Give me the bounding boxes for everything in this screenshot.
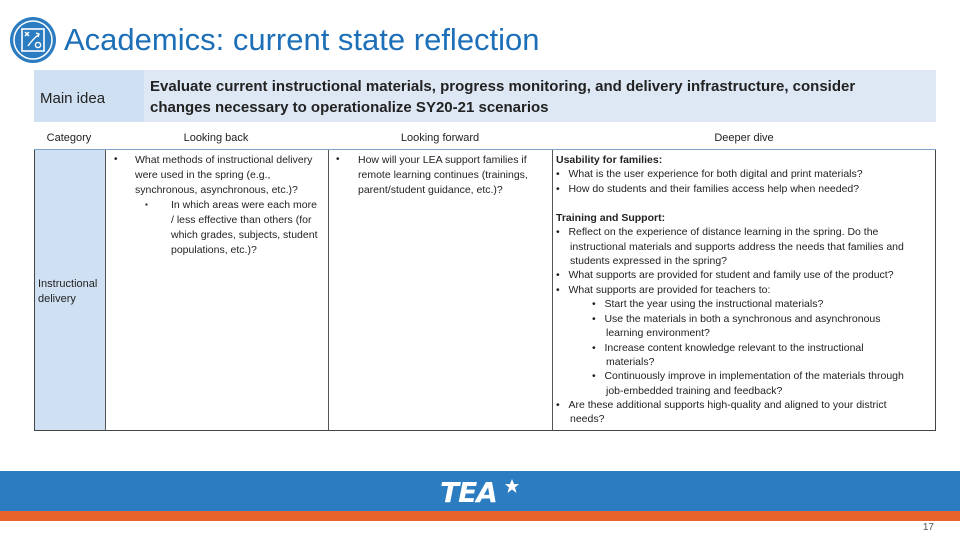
main-idea-label: Main idea [34,70,144,122]
looking-back-sub-line: which grades, subjects, student [171,229,318,241]
deeper-dive-sub-item-cont: job-embedded training and feedback? [606,385,783,397]
usability-heading-text: Usability for families: [556,154,663,166]
bullet: • [114,154,118,165]
deeper-dive-item: Are these additional supports high-quality and aligned to your district [568,399,887,411]
column-divider [552,150,553,431]
deeper-dive-bullet: • What supports are provided for teachers to: [556,284,771,296]
looking-back-sub-line: populations, etc.)? [171,244,257,256]
deeper-dive-sub-bullet: • Increase content knowledge relevant to the instructional [592,342,864,354]
header-category: Category [46,132,92,144]
looking-forward-line: How will your LEA support families if [358,154,527,166]
looking-forward-line: remote learning continues (trainings, [358,169,528,181]
looking-back-sub-line: In which areas were each more [171,199,317,211]
looking-forward-text [358,153,550,198]
deeper-dive-sub-item: Start the year using the instructional materials? [604,298,824,310]
training-heading-text: Training and Support: [556,212,666,224]
looking-back-subtext [171,198,327,258]
deeper-dive-bullet: • What supports are provided for student and family use of the product? [556,269,894,281]
page-title: Academics: current state reflection [64,22,540,57]
sub-bullet: ▪ [145,200,148,209]
deeper-dive-item-cont: instructional materials and supports address the needs that families and [570,241,904,253]
looking-back-line: were used in the spring (e.g., [135,169,271,181]
star-icon [504,478,520,494]
deeper-dive-sub-item: Increase content knowledge relevant to the instructional [604,342,864,354]
deeper-dive-item-cont: needs? [570,413,605,425]
deeper-dive-bullet: • What is the user experience for both digital and print materials? [556,168,863,180]
deeper-dive-sub-bullet: • Use the materials in both a synchronous and asynchronous [592,313,881,325]
deeper-dive-sub-item: Continuously improve in implementation of the materials through [604,370,904,382]
header-deeper-dive: Deeper dive [714,132,774,144]
deeper-dive-bullet: • Are these additional supports high-quality and aligned to your district [556,399,887,411]
deeper-dive-item: What supports are provided for teachers to: [568,284,771,296]
looking-back-line: What methods of instructional delivery [135,154,313,166]
deeper-dive-sub-item: Use the materials in both a synchronous and asynchronous [604,313,881,325]
column-divider [105,150,106,431]
deeper-dive-item: Reflect on the experience of distance learning in the spring. Do the [568,226,879,238]
strategy-board-icon [8,15,58,65]
looking-back-text [135,153,327,198]
deeper-dive-item: How do students and their families access help when needed? [568,183,860,195]
header-looking-forward: Looking forward [400,132,480,144]
main-idea-line1: Evaluate current instructional materials, progress monitoring, and delivery infrastructure, consider [150,78,856,95]
category-line1: Instructional [38,278,98,290]
header-looking-back: Looking back [183,132,249,144]
deeper-dive-bullet: • How do students and their families access help when needed? [556,183,860,195]
training-heading [556,211,665,226]
category-line2: delivery [38,293,76,305]
bullet: • [336,154,340,165]
deeper-dive-sub-bullet: • Continuously improve in implementation of the materials through [592,370,904,382]
looking-back-sub-line: / less effective than others (for [171,214,312,226]
deeper-dive-item: What supports are provided for student and family use of the product? [568,269,894,281]
usability-heading [556,153,662,168]
footer-accent-band [0,511,960,521]
looking-forward-line: parent/student guidance, etc.)? [358,184,503,196]
deeper-dive-item: What is the user experience for both digital and print materials? [568,168,863,180]
deeper-dive-item-cont: students expressed in the spring? [570,255,728,267]
tea-logo: TEA [440,476,497,509]
page-number: 17 [922,522,934,533]
deeper-dive-sub-item-cont: materials? [606,356,655,368]
looking-back-line: synchronous, asynchronous, etc.)? [135,184,298,196]
deeper-dive-bullet: • Reflect on the experience of distance learning in the spring. Do the [556,226,879,238]
column-divider [328,150,329,431]
main-idea-text [144,70,936,122]
deeper-dive-sub-bullet: • Start the year using the instructional materials? [592,298,824,310]
deeper-dive-sub-item-cont: learning environment? [606,327,710,339]
main-idea-line2: changes necessary to operationalize SY20-21 scenarios [150,99,549,116]
